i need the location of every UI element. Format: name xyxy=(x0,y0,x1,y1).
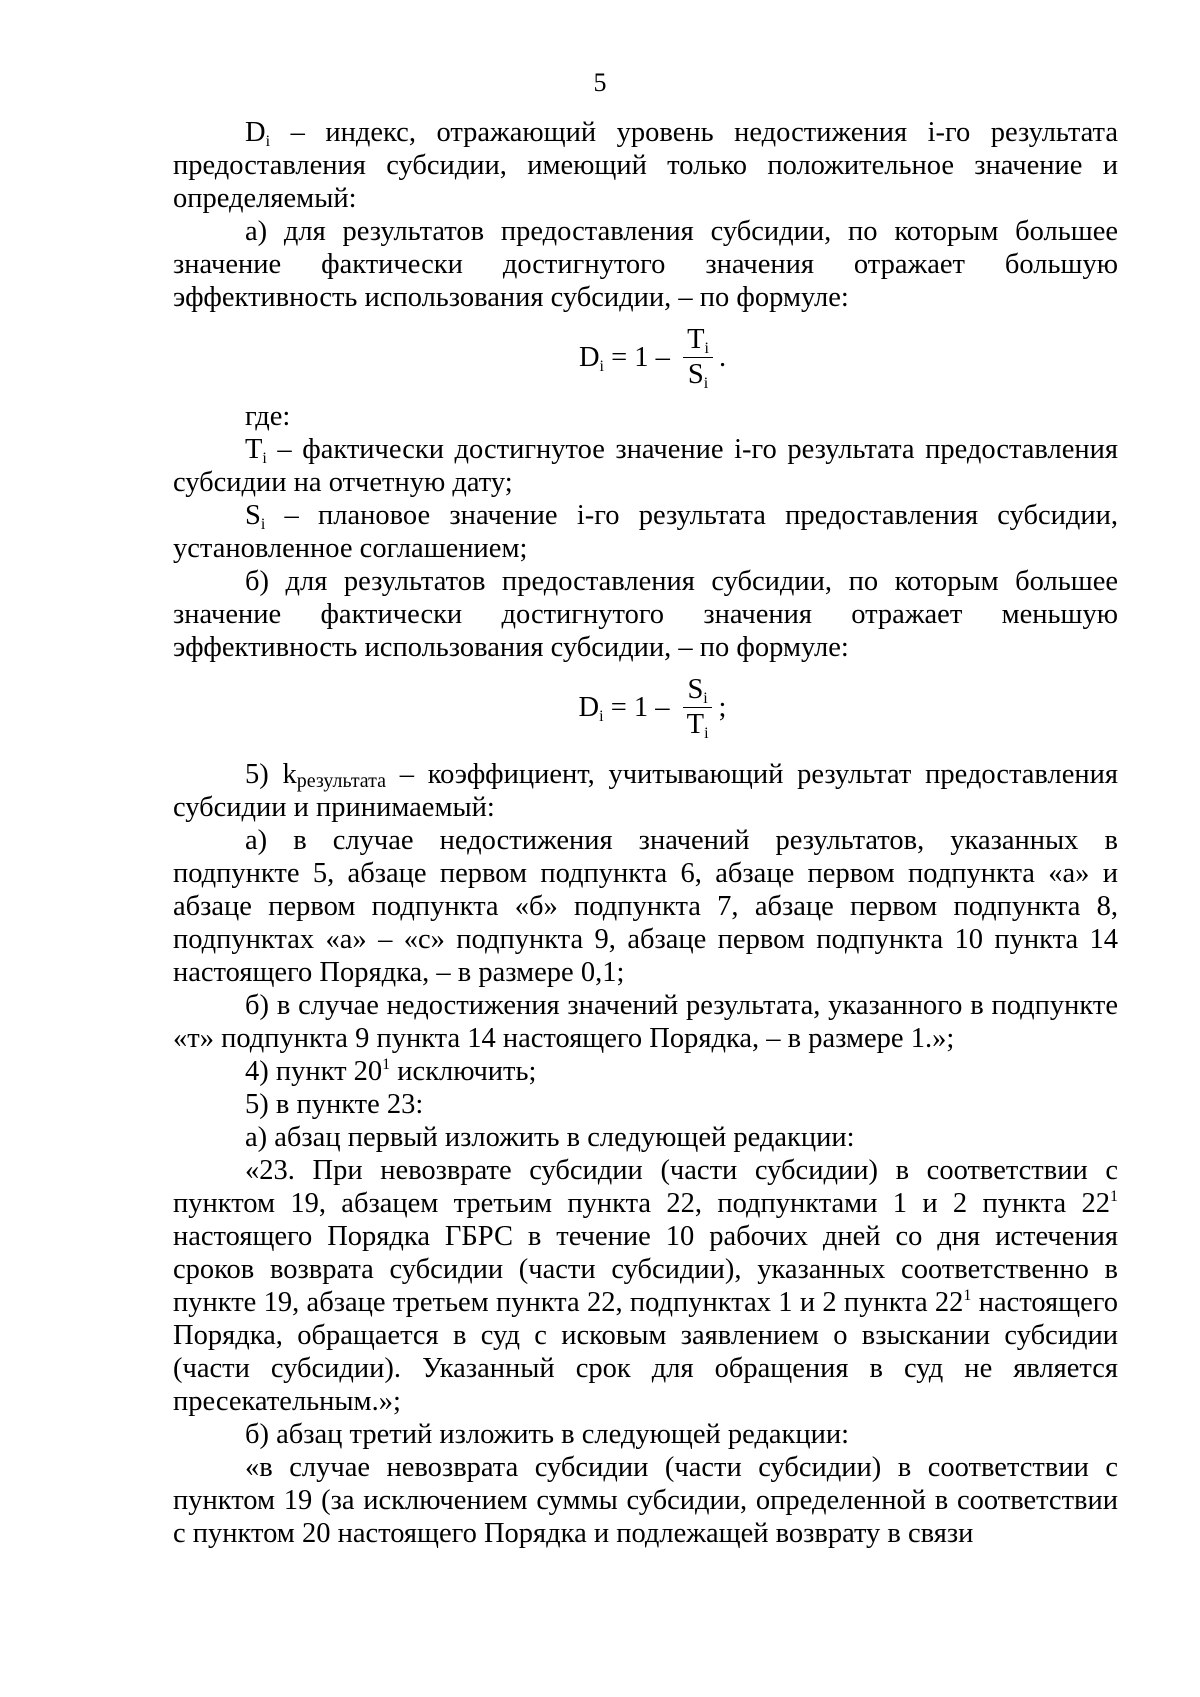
paragraph-case-b: б) для результатов предоставления субсидии, по которым большее значение фактически достигнутого значения отражает меньшую эффективность использования субсидии, – по формуле: xyxy=(173,566,1118,663)
paragraph-case-a: а) для результатов предоставления субсидии, по которым большее значение фактически достигнутого значения отражает большую эффективность использования субсидии, – по формуле: xyxy=(173,216,1118,313)
formula-tail: ; xyxy=(718,691,727,723)
superscript: 1 xyxy=(1110,1188,1118,1205)
fraction-denominator: $T_i$ xyxy=(686,708,709,742)
symbol-subscript: i xyxy=(260,516,266,533)
paragraph-si-definition xyxy=(173,499,1118,565)
paragraph-quote-return: «в случае невозврата субсидии (части субсидии) в соответствии с пунктом 19 (за исключением суммы субсидии, определенной в соответствии с пунктом 20 настоящего Порядка и подлежащей возврату в связи xyxy=(173,1452,1118,1549)
page-number: 5 xyxy=(593,68,607,97)
formula-lhs: $D_i = 1$ – xyxy=(578,341,678,375)
paragraph-gde: где: xyxy=(245,401,291,432)
paragraph-quote-23: «23. При невозврате субсидии (части субсидии) в соответствии с пунктом 19, абзацем третьим пункта 22, подпунктами 1 и 2 пункта $22^1$ настоящего Порядка ГБРС в течение 10 рабочих дней со дня истечения сроков возврата субсидии (части субсидии), указанных соответственно в пункте 19, абзаце третьем пункта 22, подпунктах 1 и 2 пункта $22^1$ настоящего Порядка, обращается в суд с исковым заявлением о взыскании субсидии (части субсидии). Указанный срок для обращения в суд не является пресекательным.»; xyxy=(173,1155,1118,1417)
formula-fraction xyxy=(683,673,713,742)
paragraph-item-5: 5) в пункте 23: xyxy=(245,1089,424,1120)
formula-2 xyxy=(187,664,1118,750)
fraction-numerator: $T_i$ xyxy=(683,323,713,358)
paragraph-k-case-a: а) в случае недостижения значений результатов, указанных в подпункте 5, абзаце первом подпункта 6, абзаце первом подпункта «а» и абзаце первом подпункта «б» подпункта 7, абзаце первом подпункта 8, подпунктах «а» – «с» подпункта 9, абзаце первом подпункта 10 пункта 14 настоящего Порядка, – в размере 0,1; xyxy=(173,825,1118,988)
paragraph-text: – фактически достигнутое значение i-го результата предоставления субсидии на отчетную дату; xyxy=(173,434,1118,498)
formula-fraction xyxy=(683,323,713,392)
paragraph-di-definition xyxy=(173,116,1118,215)
paragraph-k-case-b: б) в случае недостижения значений результата, указанного в подпункте «т» подпункта 9 пункта 14 настоящего Порядка, – в размере 1.»; xyxy=(173,990,1118,1054)
paragraph-ti-definition xyxy=(173,433,1118,499)
paragraph-text: – индекс, отражающий уровень недостижения i-го результата предоставления субсидии, имеющий только положительное значение и определяемый: xyxy=(173,117,1118,214)
symbol-d: D xyxy=(245,117,266,148)
paragraph-item-5a: а) абзац первый изложить в следующей редакции: xyxy=(245,1122,855,1153)
paragraph-k-result: 5) kрезультата – коэффициент, учитывающий результат предоставления субсидии и принимаемый: xyxy=(173,759,1118,823)
superscript: 1 xyxy=(382,1056,391,1073)
k-subscript: результата xyxy=(296,770,387,792)
paragraph-item-4: 4) пункт $20^1$ исключить; xyxy=(245,1056,537,1087)
document-body xyxy=(173,116,1118,1550)
formula-1 xyxy=(187,314,1118,400)
fraction-numerator: $S_i$ xyxy=(683,673,711,708)
fraction-denominator: $S_i$ xyxy=(687,358,709,392)
formula-lhs: $D_i = 1$ – xyxy=(578,691,677,725)
paragraph-item-5b: б) абзац третий изложить в следующей редакции: xyxy=(245,1419,850,1450)
superscript: 1 xyxy=(963,1287,972,1304)
symbol-subscript: i xyxy=(265,133,271,150)
symbol-t: T xyxy=(245,434,263,465)
symbol-subscript: i xyxy=(262,450,267,467)
symbol-s: S xyxy=(245,500,261,531)
formula-tail: . xyxy=(718,341,727,373)
paragraph-text: – плановое значение i-го результата предоставления субсидии, установленное соглашением; xyxy=(173,500,1118,564)
